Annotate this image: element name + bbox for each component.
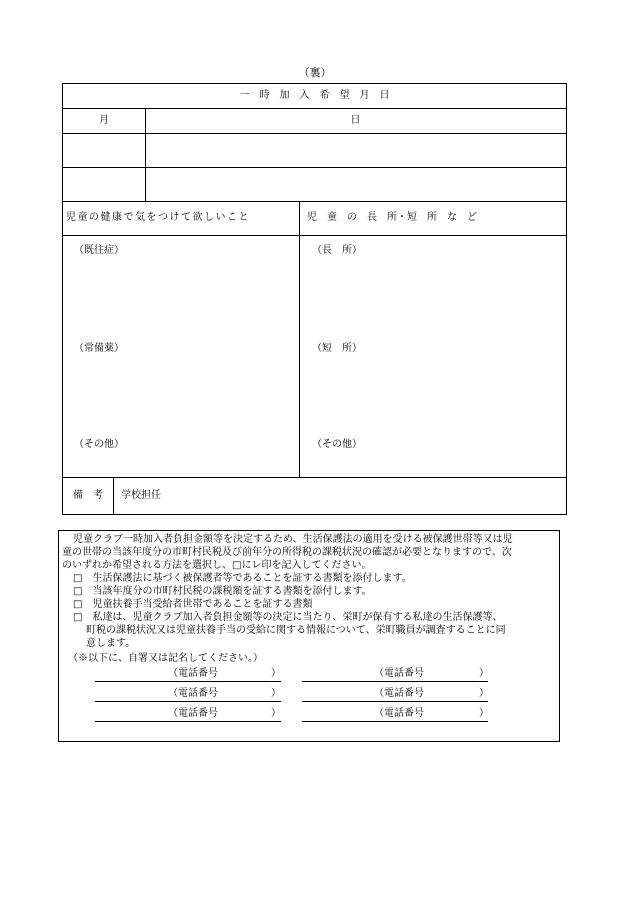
signature-line-5[interactable]	[95, 721, 281, 722]
day-column-header: 日	[350, 115, 361, 126]
past-illness-label: （既往症）	[74, 245, 124, 256]
tel-close: ）	[479, 668, 489, 679]
traits-notes-area[interactable]	[300, 236, 566, 477]
divider	[63, 108, 566, 109]
notice-line-3: のいずれか希望される方法を選択し、□にレ印を記入してください。	[62, 560, 372, 571]
month-input-1[interactable]	[63, 133, 145, 167]
tel-close: ）	[479, 688, 489, 699]
tel-label: （電話番号	[374, 668, 424, 679]
tel-close: ）	[271, 668, 281, 679]
tel-label: （電話番号	[374, 708, 424, 719]
page-side-label: （裏）	[298, 66, 332, 79]
tel-label: （電話番号	[168, 708, 218, 719]
option-child-allowance[interactable]: □ 児童扶養手当受給者世帯であることを証する書類	[73, 599, 313, 610]
option-welfare[interactable]: □ 生活保護法に基づく被保護者等であることを証する書類を添付します。	[73, 573, 412, 584]
month-input-2[interactable]	[63, 167, 145, 201]
signature-line-1[interactable]	[95, 681, 281, 682]
tel-label: （電話番号	[168, 668, 218, 679]
signature-note: （※以下に、自署又は記名してください。）	[68, 653, 263, 664]
remarks-field[interactable]	[114, 478, 566, 514]
traits-header: 児 童 の 長 所・短 所 な ど	[307, 212, 477, 223]
option-tax-certificate[interactable]: □ 当該年度分の市町村民税の課税額を証する書類を添付します。	[73, 586, 372, 597]
option-consent-cont-1: 町税の課税状況又は児童扶養手当の受給に関する情報について、栄町職員が調査することに同	[86, 625, 506, 636]
notice-line-1: 児童クラブ一時加入者負担金額等を決定するため、生活保護法の適用を受ける被保護世帯等又は児	[73, 534, 513, 545]
signature-line-2[interactable]	[302, 681, 488, 682]
regular-medicine-label: （常備薬）	[74, 343, 124, 354]
tel-close: ）	[271, 708, 281, 719]
remarks-label: 備 考	[73, 490, 103, 501]
signature-line-4[interactable]	[302, 701, 488, 702]
notice-line-2: 童の世帯の当該年度分の市町村民税及び前年分の所得税の課税状況の確認が必要となりますので、次	[62, 547, 512, 558]
tel-close: ）	[271, 688, 281, 699]
weaknesses-label: （短 所）	[312, 343, 362, 354]
tel-close: ）	[479, 708, 489, 719]
table-header: 一 時 加 入 希 望 月 日	[239, 90, 390, 101]
divider	[63, 201, 566, 202]
health-header: 児童の健康で気をつけて欲しいこと	[66, 212, 250, 223]
day-input-1[interactable]	[146, 133, 566, 167]
health-notes-area[interactable]	[63, 236, 299, 477]
tel-label: （電話番号	[374, 688, 424, 699]
tel-label: （電話番号	[168, 688, 218, 699]
form-table	[62, 83, 567, 515]
option-consent-cont-2: 意します。	[86, 638, 136, 649]
strengths-label: （長 所）	[312, 245, 362, 256]
health-other-label: （その他）	[74, 439, 124, 450]
signature-line-3[interactable]	[95, 701, 281, 702]
remarks-value: 学校担任	[121, 490, 161, 501]
month-column-header: 月	[99, 115, 109, 126]
traits-other-label: （その他）	[312, 439, 362, 450]
option-consent-investigation[interactable]: □ 私達は、児童クラブ加入者負担金額等の決定に当たり、栄町が保有する私達の生活保護等、	[73, 612, 503, 623]
day-input-2[interactable]	[146, 167, 566, 201]
consent-notice	[58, 530, 560, 742]
signature-line-6[interactable]	[302, 721, 488, 722]
